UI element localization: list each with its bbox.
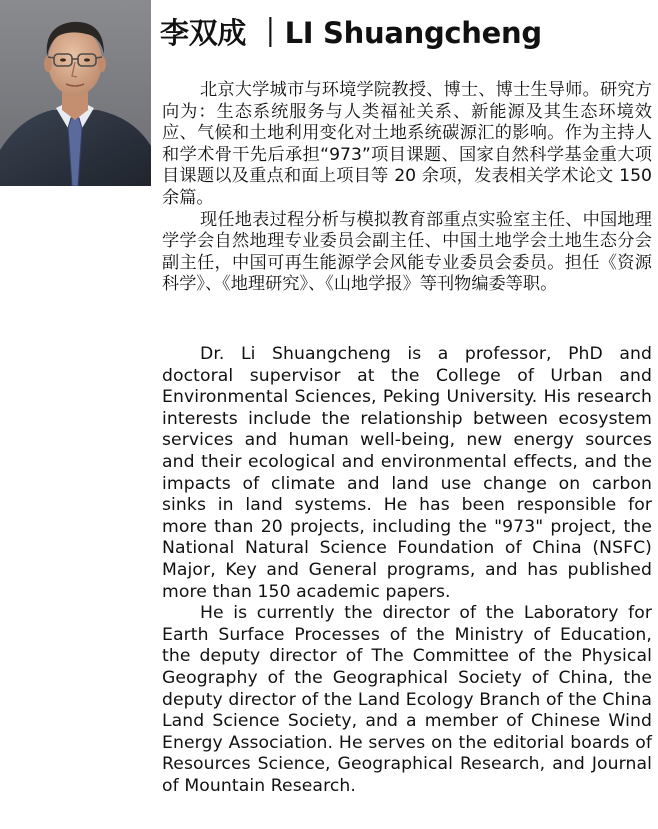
portrait-photo [0, 0, 151, 186]
bio-english [162, 344, 652, 797]
bio-en-paragraph: He is currently the director of the Laboratory for Earth Surface Processes of the Ministry of Education, the deputy director of The Committee of the Physical Geography of the Geographical Society of China, the deputy director of the Land Ecology Branch of the China Land Science Society, and a member of Chinese Wind Energy Association. He serves on the editorial boards of Resources Science, Geographical Research, and Journal of Mountain Research. [162, 603, 652, 796]
bio-zh-paragraph: 北京大学城市与环境学院教授、博士、博士生导师。研究方向为：生态系统服务与人类福祉关系、新能源及其生态环境效应、气候和土地利用变化对土地系统碳源汇的影响。作为主持人和学术骨干先后承担“973”项目课题、国家自然科学基金重大项目课题以及重点和面上项目等 20 余项，发表相关学术论文 150 余篇。 [162, 80, 652, 208]
page-title: 李双成 ｜LI Shuangcheng [160, 16, 542, 50]
bio-en-paragraph: Dr. Li Shuangcheng is a professor, PhD and doctoral supervisor at the College of Urban and Environmental Sciences, Peking University. His research interests include the relationship between ecosystem services and human well-being, new energy sources and their ecological and environmental effects, and the impacts of climate and land use change on carbon sinks in land systems. He has been responsible for more than 20 projects, including the "973" project, the National Natural Science Foundation of China (NSFC) Major, Key and General programs, and has published more than 150 academic papers. [162, 344, 652, 602]
bio-zh-paragraph: 现任地表过程分析与模拟教育部重点实验室主任、中国地理学学会自然地理专业委员会副主任、中国土地学会土地生态分会副主任，中国可再生能源学会风能专业委员会委员。担任《资源科学》、《地理研究》、《山地学报》等刊物编委等职。 [162, 209, 652, 295]
portrait-illustration [0, 0, 151, 186]
bio-chinese [162, 80, 652, 296]
